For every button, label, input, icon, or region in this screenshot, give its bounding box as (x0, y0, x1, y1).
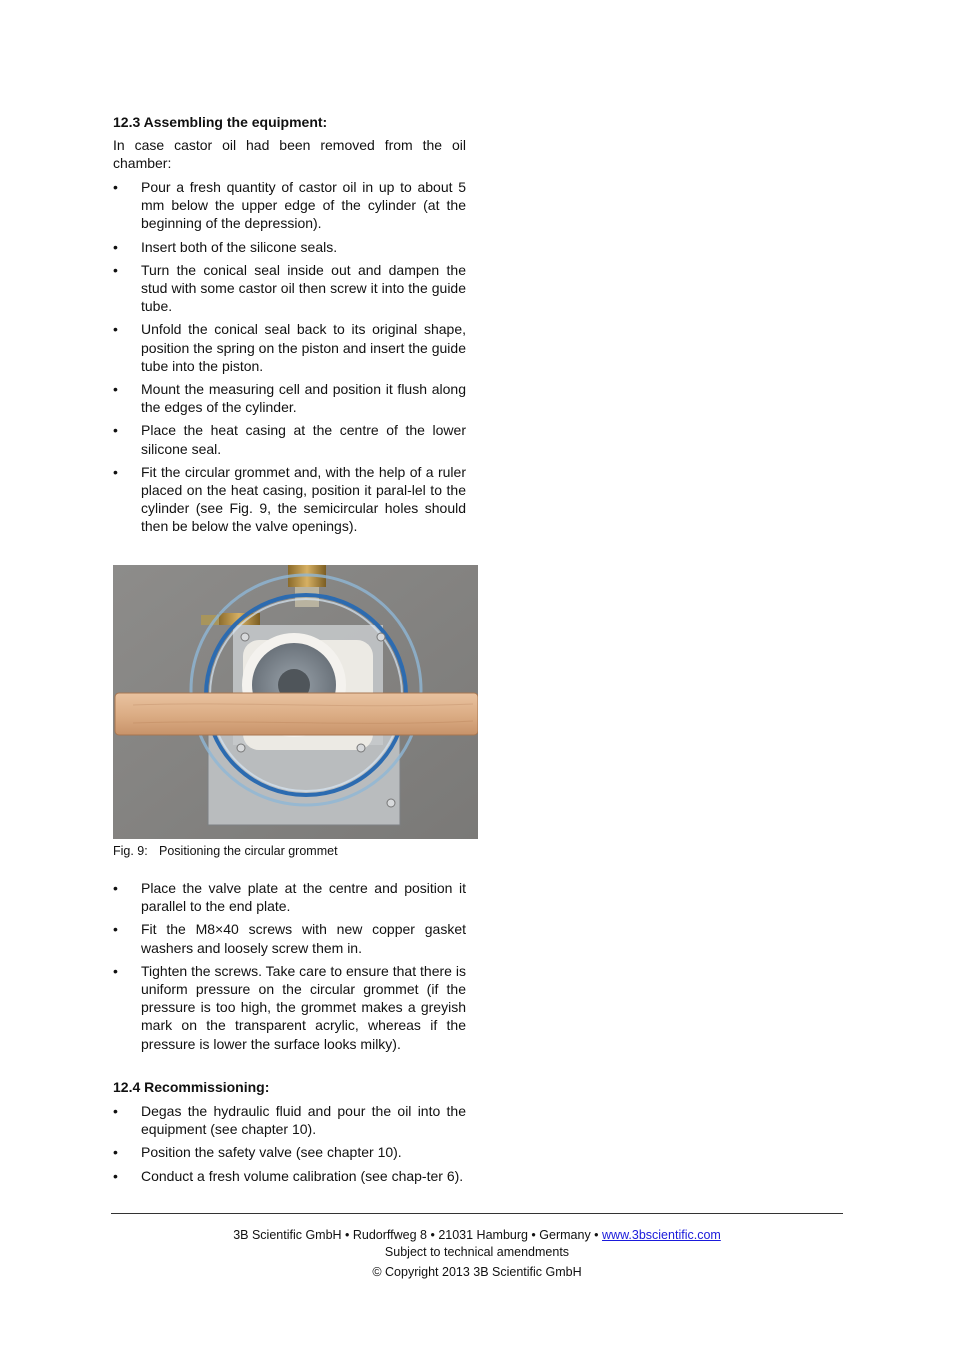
section-12-4 (113, 1078, 466, 1190)
figure-caption-text: Positioning the circular grommet (159, 844, 338, 858)
footer-address: 3B Scientific GmbH • Rudorffweg 8 • 21031 Hamburg • Germany • (233, 1228, 603, 1242)
footer-amendments: Subject to technical amendments (384, 1244, 570, 1259)
page-footer (111, 1227, 843, 1281)
list-item: • Degas the hydraulic fluid and pour the oil into the equipment (see chapter 10). (113, 1102, 466, 1138)
continued-list-block (113, 879, 466, 1058)
figure-caption (113, 843, 338, 859)
list-item: • Insert both of the silicone seals. (113, 238, 466, 256)
list-item: • Turn the conical seal inside out and dampen the stud with some castor oil then screw it into the guide tube. (113, 261, 466, 316)
recommissioning-list (113, 1102, 466, 1185)
figure-photo (113, 565, 478, 839)
website-link[interactable]: www.3bscientific.com (602, 1228, 721, 1242)
section-intro: In case castor oil had been removed from the oil chamber: (113, 137, 466, 171)
footer-address-line (111, 1227, 843, 1244)
list-item: • Position the safety valve (see chapter 10). (113, 1143, 466, 1161)
list-item: • Mount the measuring cell and position it flush along the edges of the cylinder. (113, 380, 466, 416)
footer-divider (111, 1213, 843, 1214)
list-item: • Fit the M8×40 screws with new copper gasket washers and loosely screw them in. (113, 920, 466, 956)
list-item: • Unfold the conical seal back to its original shape, position the spring on the piston and insert the guide tube into the piston. (113, 320, 466, 375)
list-item: • Place the heat casing at the centre of the lower silicone seal. (113, 421, 466, 457)
list-item: • Place the valve plate at the centre and position it parallel to the end plate. (113, 879, 466, 915)
list-item: • Tighten the screws. Take care to ensure that there is uniform pressure on the circular grommet (if the pressure is too high, the grommet makes a greyish mark on the transparent acrylic, whereas if the pressure is lower the surface looks milky). (113, 962, 466, 1053)
footer-copyright: © Copyright 2013 3B Scientific GmbH (372, 1265, 582, 1279)
grommet-photo-illustration (113, 565, 478, 839)
section-12-3 (113, 113, 466, 541)
list-item: • Conduct a fresh volume calibration (see chap-ter 6). (113, 1167, 466, 1185)
section-heading: 12.3 Assembling the equipment: (113, 114, 328, 130)
figure-number: Fig. 9: (113, 844, 148, 858)
section-heading: 12.4 Recommissioning: (113, 1079, 270, 1095)
assembly-list (113, 178, 466, 536)
continued-list (113, 879, 466, 1053)
list-item: • Pour a fresh quantity of castor oil in up to about 5 mm below the upper edge of the cylinder (at the beginning of the depression). (113, 178, 466, 233)
list-item: • Fit the circular grommet and, with the help of a ruler placed on the heat casing, position it paral-lel to the cylinder (see Fig. 9, the semicircular holes should then be below the valve openings). (113, 463, 466, 536)
